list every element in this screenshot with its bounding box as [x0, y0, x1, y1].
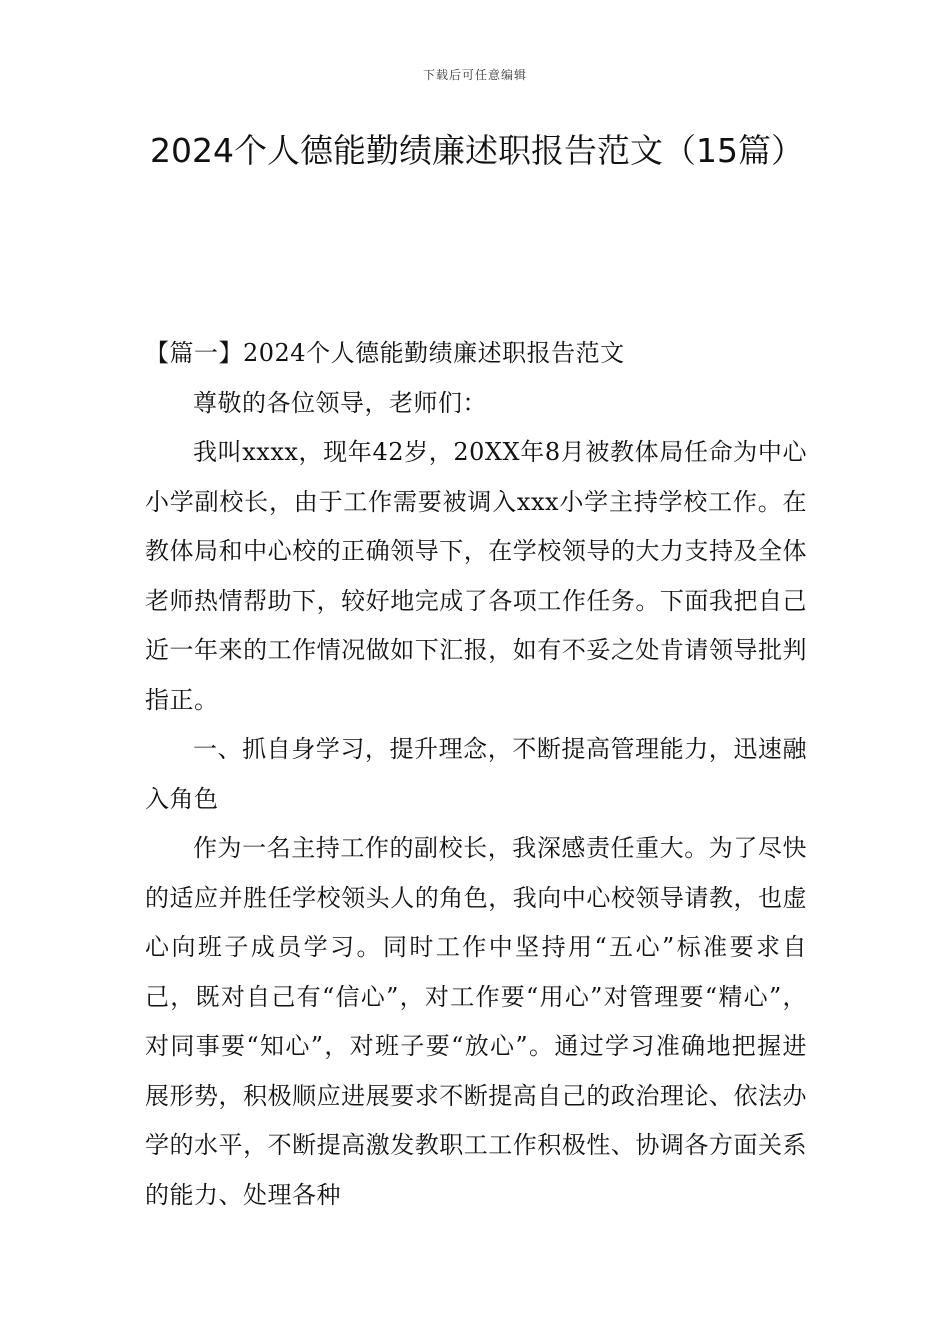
page-header-note: 下载后可任意编辑 — [422, 68, 527, 82]
document-title: 2024个人德能勤绩廉述职报告范文（15篇） — [150, 131, 804, 170]
subsection-heading: 一、抓自身学习，提升理念，不断提高管理能力，迅速融入角色 — [145, 735, 807, 813]
intro-paragraph: 我叫xxxx，现年42岁，20XX年8月被教体局任命为中心小学副校长，由于工作需要被调入xxx小学主持学校工作。在教体局和中心校的正确领导下，在学校领导的大力支持及全体老师热情帮助下，较好地完成了各项工作任务。下面我把自己近一年来的工作情况做如下汇报，如有不妥之处肯请领导批判指正。 — [145, 438, 807, 714]
salutation-paragraph: 尊敬的各位领导，老师们： — [193, 388, 487, 417]
document-body — [145, 329, 807, 1220]
section-heading: 【篇一】2024个人德能勤绩廉述职报告范文 — [145, 339, 625, 367]
body-paragraph: 作为一名主持工作的副校长，我深感责任重大。为了尽快的适应并胜任学校领头人的角色，我向中心校领导请教，也虚心向班子成员学习。同时工作中坚持用“五心”标准要求自己，既对自己有“信心”，对工作要“用心”对管理要“精心”，对同事要“知心”，对班子要“放心”。通过学习准确地把握进展形势，积极顺应进展要求不断提高自己的政治理论、依法办学的水平，不断提高激发教职工工作积极性、协调各方面关系的能力、处理各种 — [145, 834, 807, 1209]
